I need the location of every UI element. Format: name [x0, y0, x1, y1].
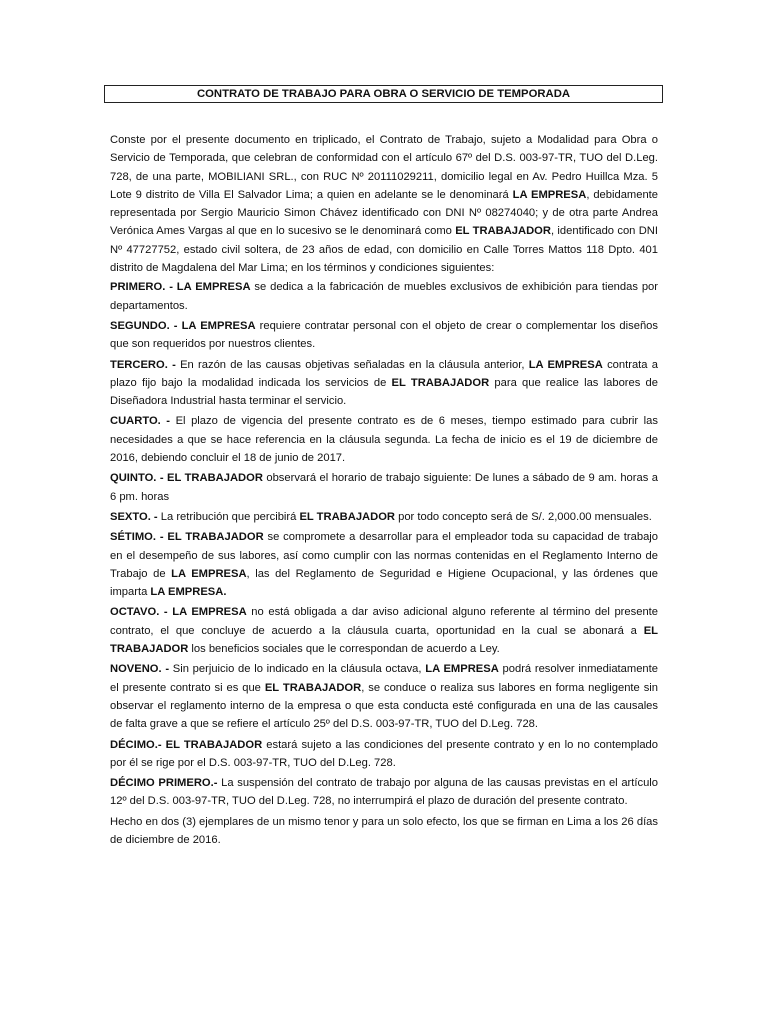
text-run: Conste por el presente documento en triplicado, el Contrato de Trabajo, sujeto a Modalidad para Obra o Servicio de Temporada, que celebran de conformidad con el artículo 67º del D.S. 003-97-TR, TUO del D.Leg. 728, de una parte, MOBILIANI SRL., con RUC Nº 20111029211, domicilio legal en Av. Pedro Huillca Mza. 5 Lote 9 distrito de Villa El Salvador Lima; a quien en adelante se le denominará: [110, 134, 658, 201]
clause-paragraph: [110, 528, 658, 601]
bold-text-run: DÉCIMO.- EL TRABAJADOR: [110, 738, 263, 751]
clause-paragraph: [110, 603, 658, 658]
clause-paragraph: [110, 317, 658, 354]
bold-text-run: SEGUNDO. - LA EMPRESA: [110, 319, 256, 332]
text-run: no está obligada a dar aviso adicional alguno referente al término del presente contrato, el que concluye de acuerdo a la cláusula cuarta, oportunidad en la cual se abonará a: [110, 606, 658, 637]
text-run: se dedica a la fabricación de muebles exclusivos de exhibición para tiendas por departamentos.: [110, 281, 658, 312]
clause-paragraph: [110, 278, 658, 315]
text-run: En razón de las causas objetivas señaladas en la cláusula anterior,: [175, 358, 529, 371]
text-run: La suspensión del contrato de trabajo por alguna de las causas previstas en el artículo 12º del D.S. 003-97-TR, TUO del D.Leg. 728, no interrumpirá el plazo de duración del presente contrato.: [110, 777, 659, 808]
clauses-list: [110, 278, 658, 810]
text-run: , se conduce o realiza sus labores en forma negligente sin observar el reglamento interno de la empresa o que esta conducta esté configurada en una de las causales de falta grave a que se refiere el artículo 25º del D.S. 003-97-TR, TUO del D.Leg. 728.: [110, 681, 659, 731]
clause-paragraph: [110, 736, 658, 773]
closing-paragraph: Hecho en dos (3) ejemplares de un mismo tenor y para un solo efecto, los que se firman en Lima a los 26 días de diciembre de 2016.: [110, 815, 658, 846]
bold-text-run: TERCERO. -: [110, 358, 176, 371]
bold-text-run: PRIMERO. - LA EMPRESA: [110, 281, 251, 294]
text-run: podrá resolver inmediatamente el presente contrato si es que: [110, 663, 658, 694]
text-run: contrata a plazo fijo bajo la modalidad indicada los servicios de: [110, 358, 658, 389]
document-title: CONTRATO DE TRABAJO PARA OBRA O SERVICIO DE TEMPORADA: [104, 85, 663, 103]
bold-text-run: OCTAVO. - LA EMPRESA: [110, 606, 247, 619]
text-run: observará el horario de trabajo siguiente: De lunes a sábado de 9 am. horas a 6 pm. horas: [110, 472, 658, 503]
clause-paragraph: [110, 508, 658, 526]
text-run: , debidamente representada por Sergio Mauricio Simon Chávez identificado con DNI Nº 08274040; y de otra parte Andrea Verónica Ames Vargas al que en lo sucesivo se le denominará como: [110, 188, 659, 238]
text-run: , las del Reglamento de Seguridad e Higiene Ocupacional, y las órdenes que imparta: [110, 567, 658, 599]
bold-text-run: LA EMPRESA: [512, 188, 587, 201]
clause-paragraph: [110, 774, 658, 811]
bold-text-run: EL TRABAJADOR: [455, 225, 551, 238]
intro-paragraph: [110, 131, 658, 277]
bold-text-run: EL TRABAJADOR: [391, 376, 490, 389]
bold-text-run: CUARTO. -: [110, 415, 171, 428]
bold-text-run: LA EMPRESA: [171, 567, 247, 580]
bold-text-run: EL TRABAJADOR: [110, 624, 658, 656]
text-run: para que realice las labores de Diseñadora Industrial hasta terminar el servicio.: [110, 376, 658, 408]
bold-text-run: LA EMPRESA: [528, 358, 603, 371]
text-run: La retribución que percibirá: [157, 510, 300, 523]
bold-text-run: EL TRABAJADOR: [264, 681, 362, 694]
clause-paragraph: [110, 469, 658, 506]
bold-text-run: DÉCIMO PRIMERO.-: [110, 777, 218, 790]
clause-paragraph: [110, 356, 658, 411]
clause-paragraph: [110, 412, 658, 467]
bold-text-run: NOVENO. -: [110, 663, 170, 676]
text-run: por todo concepto será de S/. 2,000.00 mensuales.: [394, 510, 652, 523]
text-run: , identificado con DNI Nº 47727752, estado civil soltera, de 23 años de edad, con domicilio en Calle Torres Mattos 118 Dpto. 401 distrito de Magdalena del Mar Lima; en los términos y condiciones siguientes:: [110, 225, 658, 275]
bold-text-run: SÉTIMO. - EL TRABAJADOR: [110, 531, 264, 544]
bold-text-run: SEXTO. -: [110, 510, 158, 523]
text-run: se compromete a desarrollar para el empleador toda su capacidad de trabajo en el desempeño de sus labores, así como cumplir con las normas contenidas en el Reglamento Interno de Trabajo de: [110, 531, 659, 580]
text-run: estará sujeto a las condiciones del presente contrato y en lo no contemplado por él se rige por el D.S. 003-97-TR, TUO del D.Leg. 728.: [110, 738, 658, 769]
text-run: El plazo de vigencia del presente contrato es de 6 meses, tiempo estimado para cubrir las necesidades a que se hace referencia en la cláusula segunda. La fecha de inicio es el 19 de diciembre de 2016, debiendo concluir el 18 de junio de 2017.: [110, 415, 658, 465]
bold-text-run: QUINTO. - EL TRABAJADOR: [110, 472, 263, 485]
bold-text-run: EL TRABAJADOR: [299, 510, 395, 523]
text-run: los beneficios sociales que le correspondan de acuerdo a Ley.: [188, 643, 500, 656]
bold-text-run: LA EMPRESA.: [150, 586, 227, 599]
text-run: requiere contratar personal con el objeto de crear o complementar los diseños que son requeridos por nuestros clientes.: [110, 319, 658, 351]
text-run: Sin perjuicio de lo indicado en la cláusula octava,: [169, 663, 426, 676]
clause-paragraph: [110, 660, 658, 733]
bold-text-run: LA EMPRESA: [425, 663, 499, 676]
document-body: [110, 131, 658, 851]
